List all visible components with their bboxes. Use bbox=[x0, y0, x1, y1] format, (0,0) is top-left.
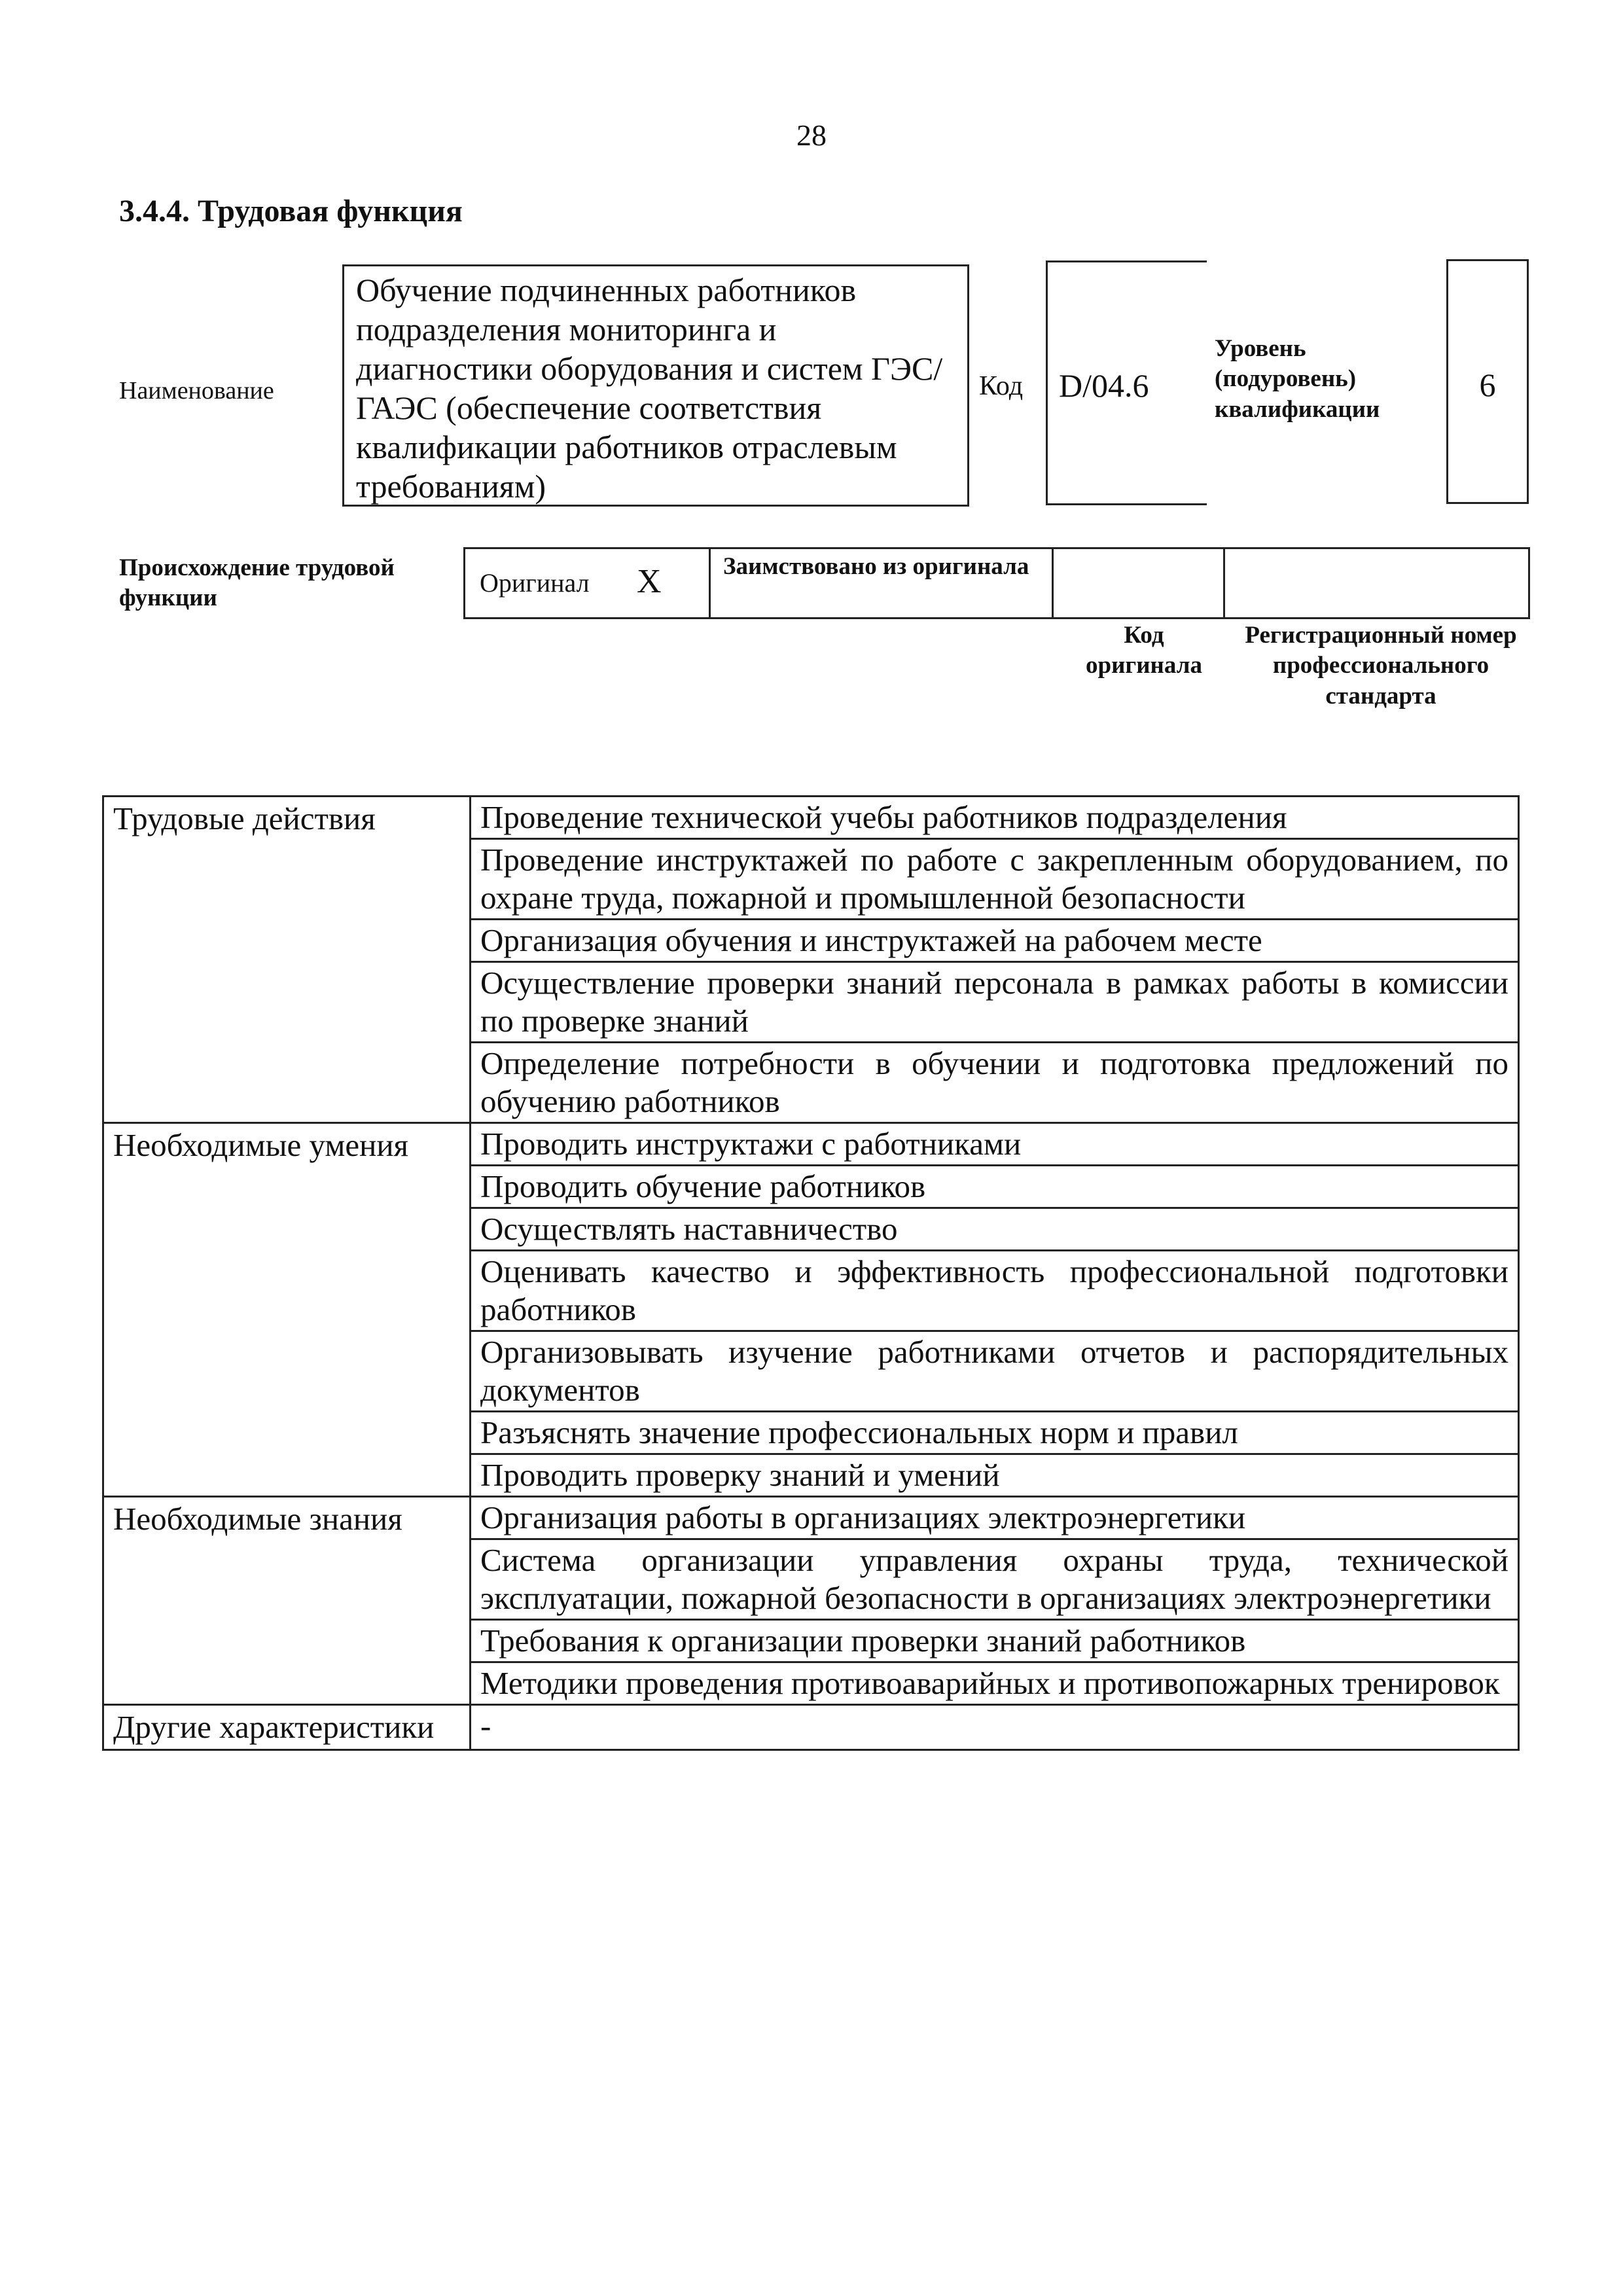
table-cell: - bbox=[471, 1705, 1519, 1750]
table-cell: Проводить проверку знаний и умений bbox=[471, 1454, 1519, 1497]
table-cell: Проводить обучение работников bbox=[471, 1166, 1519, 1208]
origin-divider bbox=[1223, 549, 1225, 617]
table-cell: Проведение технической учебы работников подразделения bbox=[471, 797, 1519, 839]
reg-number-caption: Регистрационный номер профессионального стандарта bbox=[1245, 622, 1517, 709]
table-row bbox=[103, 797, 1519, 839]
table-cell: Организовывать изучение работниками отчетов и распорядительных документов bbox=[471, 1331, 1519, 1412]
table-cell: Организация работы в организациях электроэнергетики bbox=[471, 1497, 1519, 1539]
table-row bbox=[103, 1705, 1519, 1750]
origin-divider bbox=[709, 549, 711, 617]
table-row bbox=[103, 1497, 1519, 1539]
category-required-knowledge: Необходимые знания bbox=[103, 1497, 471, 1705]
level-value: 6 bbox=[1479, 367, 1496, 403]
table-cell: Осуществлять наставничество bbox=[471, 1208, 1519, 1251]
table-cell: Методики проведения противоаварийных и противопожарных тренировок bbox=[471, 1662, 1519, 1705]
level-label: Уровень (подуровень) квалификации bbox=[1215, 335, 1380, 423]
code-value: D/04.6 bbox=[1059, 367, 1149, 404]
table-cell: Требования к организации проверки знаний работников bbox=[471, 1620, 1519, 1662]
table-cell: Система организации управления охраны труда, технической эксплуатации, пожарной безопасности в организациях электроэнергетики bbox=[471, 1539, 1519, 1620]
level-box bbox=[1446, 259, 1529, 504]
function-details-table bbox=[102, 795, 1520, 1751]
table-cell: Разъяснять значение профессиональных норм и правил bbox=[471, 1412, 1519, 1454]
table-row bbox=[103, 1123, 1519, 1166]
page-number: 28 bbox=[796, 118, 827, 152]
table-cell: Определение потребности в обучении и подготовка предложений по обучению работников bbox=[471, 1043, 1519, 1123]
category-required-skills: Необходимые умения bbox=[103, 1123, 471, 1497]
origin-divider bbox=[1052, 549, 1054, 617]
borrowed-label: Заимствовано из оригинала bbox=[723, 553, 1029, 580]
table-cell: Проводить инструктажи с работниками bbox=[471, 1123, 1519, 1166]
original-code-caption: Код оригинала bbox=[1086, 622, 1202, 679]
table-cell: Организация обучения и инструктажей на рабочем месте bbox=[471, 920, 1519, 962]
function-name-box bbox=[342, 264, 969, 507]
original-mark: X bbox=[637, 563, 662, 600]
name-label: Наименование bbox=[119, 377, 274, 404]
original-label: Оригинал bbox=[480, 568, 590, 598]
category-other-characteristics: Другие характеристики bbox=[103, 1705, 471, 1750]
table-cell: Оценивать качество и эффективность профессиональной подготовки работников bbox=[471, 1251, 1519, 1331]
origin-table bbox=[463, 547, 1530, 619]
table-cell: Проведение инструктажей по работе с закрепленным оборудованием, по охране труда, пожарной и промышленной безопасности bbox=[471, 839, 1519, 920]
code-label: Код bbox=[979, 371, 1024, 401]
section-title: 3.4.4. Трудовая функция bbox=[119, 194, 463, 228]
category-labor-actions: Трудовые действия bbox=[103, 797, 471, 1123]
function-name-value: Обучение подчиненных работников подразделения мониторинга и диагностики оборудования и систем ГЭС/ГАЭС (обеспечение соответствия квалификации работников отраслевым требованиям) bbox=[356, 272, 943, 505]
origin-label: Происхождение трудовой функции bbox=[119, 554, 395, 612]
table-cell: Осуществление проверки знаний персонала в рамках работы в комиссии по проверке знаний bbox=[471, 962, 1519, 1043]
